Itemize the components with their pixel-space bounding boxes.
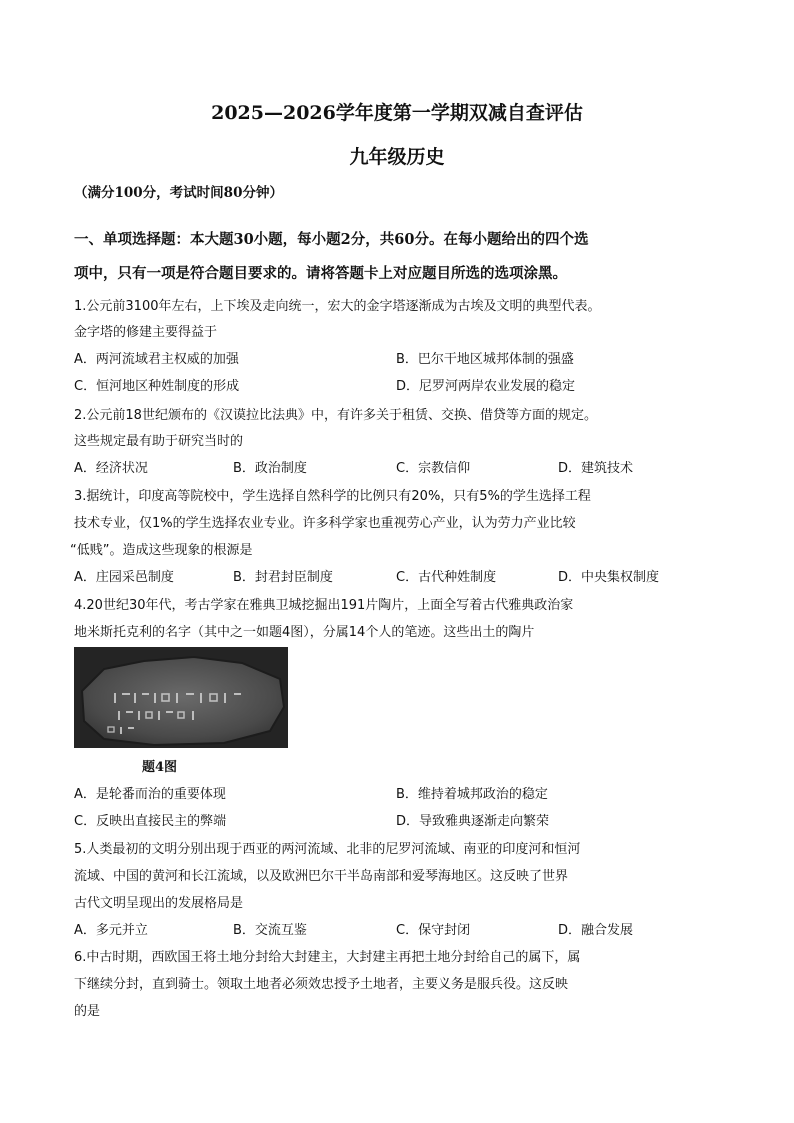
question-6-line2: 下继续分封，直到骑士。领取土地者必须效忠授予土地者，主要义务是服兵役。这反映 xyxy=(74,977,569,992)
question-3-option-d: D．中央集权制度 xyxy=(558,570,660,585)
exam-title: 2025—2026学年度第一学期双减自查评估 xyxy=(211,102,583,124)
question-3-line3: “低贱”。造成这些现象的根源是 xyxy=(70,543,253,558)
question-2-option-d: D．建筑技术 xyxy=(558,461,634,476)
question-1-line1: 1.公元前3100年左右，上下埃及走向统一，宏大的金字塔逐渐成为古埃及文明的典型代表。 xyxy=(74,299,601,314)
question-4-line2: 地米斯托克利的名字（其中之一如题4图），分属14个人的笔迹。这些出土的陶片 xyxy=(74,625,535,640)
question-6-line1: 6.中古时期，西欧国王将土地分封给大封建主，大封建主再把土地分封给自己的属下，属 xyxy=(74,950,581,965)
question-1-option-a: A．两河流域君主权威的加强 xyxy=(74,352,239,367)
question-3-option-b: B．封君封臣制度 xyxy=(233,570,333,585)
figure-4-caption: 题4图 xyxy=(142,760,178,775)
question-1-option-d: D．尼罗河两岸农业发展的稳定 xyxy=(396,379,576,394)
section-instruction-line1: 一、单项选择题：本大题30小题，每小题2分，共60分。在每小题给出的四个选 xyxy=(74,231,589,248)
question-1-option-b: B．巴尔干地区城邦体制的强盛 xyxy=(396,352,574,367)
question-4-option-c: C．反映出直接民主的弊端 xyxy=(74,814,227,829)
question-5-option-d: D．融合发展 xyxy=(558,923,634,938)
question-5-line1: 5.人类最初的文明分别出现于西亚的两河流域、北非的尼罗河流域、南亚的印度河和恒河 xyxy=(74,842,581,857)
question-2-option-c: C．宗教信仰 xyxy=(396,461,471,476)
ostracon-photo xyxy=(74,647,288,748)
question-5-option-c: C．保守封闭 xyxy=(396,923,471,938)
question-3-option-a: A．庄园采邑制度 xyxy=(74,570,174,585)
question-4-option-b: B．维持着城邦政治的稳定 xyxy=(396,787,548,802)
question-2-option-b: B．政治制度 xyxy=(233,461,307,476)
question-1-line2: 金字塔的修建主要得益于 xyxy=(74,325,218,340)
question-2-line1: 2.公元前18世纪颁布的《汉谟拉比法典》中，有许多关于租赁、交换、借贷等方面的规定。 xyxy=(74,408,597,423)
question-2-option-a: A．经济状况 xyxy=(74,461,148,476)
question-5-line2: 流域、中国的黄河和长江流域，以及欧洲巴尔干半岛南部和爱琴海地区。这反映了世界 xyxy=(74,869,569,884)
exam-subject: 九年级历史 xyxy=(349,146,445,168)
question-4-option-d: D．导致雅典逐渐走向繁荣 xyxy=(396,814,550,829)
question-2-line2: 这些规定最有助于研究当时的 xyxy=(74,434,244,449)
question-3-line2: 技术专业，仅1%的学生选择农业专业。许多科学家也重视劳心产业，认为劳力产业比较 xyxy=(74,516,576,531)
question-4-option-a: A．是轮番而治的重要体现 xyxy=(74,787,226,802)
section-instruction-line2: 项中，只有一项是符合题目要求的。请将答题卡上对应题目所选的选项涂黑。 xyxy=(74,265,567,282)
question-3-option-c: C．古代种姓制度 xyxy=(396,570,497,585)
question-3-line1: 3.据统计，印度高等院校中，学生选择自然科学的比例只有20%，只有5%的学生选择工程 xyxy=(74,489,591,504)
question-5-option-b: B．交流互鉴 xyxy=(233,923,307,938)
question-1-option-c: C．恒河地区种姓制度的形成 xyxy=(74,379,240,394)
question-6-line3: 的是 xyxy=(74,1004,101,1019)
question-5-line3: 古代文明呈现出的发展格局是 xyxy=(74,896,244,911)
exam-note: （满分100分，考试时间80分钟） xyxy=(74,185,283,201)
question-4-line1: 4.20世纪30年代，考古学家在雅典卫城挖掘出191片陶片，上面全写着古代雅典政治家 xyxy=(74,598,574,613)
question-5-option-a: A．多元并立 xyxy=(74,923,148,938)
ostracon-image xyxy=(74,647,288,748)
